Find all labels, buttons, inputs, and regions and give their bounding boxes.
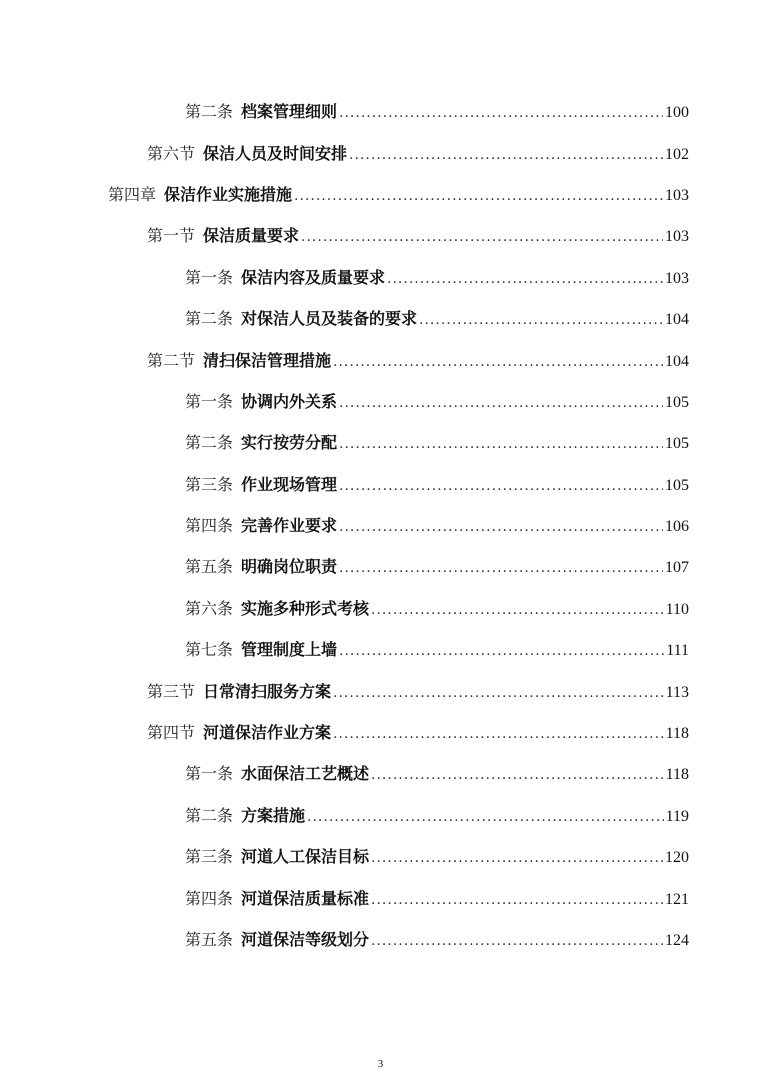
toc-entry-title: 河道保洁质量标准 [241, 888, 370, 908]
toc-entry-line [147, 223, 689, 246]
toc-dot-leader [294, 188, 663, 204]
toc-dot-leader [333, 685, 664, 701]
table-of-contents [0, 90, 761, 959]
toc-entry[interactable] [0, 297, 761, 338]
toc-entry-number: 第六节 [147, 143, 196, 163]
toc-entry[interactable] [0, 214, 761, 255]
toc-entry-line [185, 265, 689, 288]
toc-entry[interactable] [0, 752, 761, 793]
toc-entry-page: 105 [665, 393, 689, 411]
toc-entry-number: 第五条 [185, 930, 234, 949]
toc-entry[interactable] [0, 131, 761, 172]
toc-entry-title: 管理制度上墙 [241, 640, 338, 660]
toc-entry-title: 实行按劳分配 [241, 433, 338, 453]
toc-entry-line [185, 844, 689, 867]
toc-entry[interactable] [0, 504, 761, 545]
toc-dot-leader [333, 354, 663, 370]
toc-entry-number: 第三条 [185, 474, 234, 494]
toc-dot-leader [339, 519, 663, 535]
toc-entry-line [147, 348, 689, 371]
toc-dot-leader [371, 933, 663, 949]
toc-entry-line [185, 886, 689, 909]
toc-dot-leader [371, 767, 664, 783]
toc-entry-page: 111 [666, 642, 689, 660]
toc-entry-line [185, 761, 689, 784]
toc-entry[interactable] [0, 587, 761, 628]
toc-entry-page: 118 [665, 766, 689, 784]
toc-entry-page: 124 [665, 932, 689, 949]
toc-entry-line [185, 927, 689, 950]
toc-entry-title: 实施多种形式考核 [241, 598, 370, 618]
toc-entry-number: 第四章 [108, 184, 157, 204]
toc-entry-title: 保洁内容及质量要求 [241, 267, 386, 287]
toc-entry-line [185, 554, 689, 577]
toc-entry-number: 第一条 [185, 267, 234, 287]
toc-entry-number: 第二节 [147, 350, 196, 370]
toc-dot-leader [387, 271, 663, 287]
toc-dot-leader [339, 478, 663, 494]
toc-entry-title: 河道保洁作业方案 [203, 723, 332, 743]
toc-dot-leader [349, 147, 663, 163]
toc-entry-line [185, 803, 689, 826]
toc-entry-title: 清扫保洁管理措施 [203, 350, 332, 370]
toc-entry-line [147, 679, 689, 702]
toc-dot-leader [301, 229, 663, 245]
toc-entry-number: 第五条 [185, 557, 234, 577]
toc-entry-title: 水面保洁工艺概述 [241, 764, 370, 784]
toc-entry-page: 120 [665, 849, 689, 867]
toc-entry-title: 协调内外关系 [241, 391, 338, 411]
toc-entry[interactable] [0, 918, 761, 959]
toc-entry-page: 106 [665, 518, 689, 536]
toc-entry-title: 日常清扫服务方案 [203, 681, 332, 701]
toc-dot-leader [307, 809, 664, 825]
toc-entry-number: 第六条 [185, 598, 234, 618]
toc-entry-page: 103 [665, 228, 689, 246]
toc-dot-leader [339, 105, 663, 121]
toc-entry-number: 第四节 [147, 723, 196, 743]
toc-entry-number: 第二条 [185, 805, 234, 825]
toc-entry-line [185, 389, 689, 412]
toc-entry-page: 110 [665, 600, 689, 618]
toc-dot-leader [339, 643, 664, 659]
toc-entry[interactable] [0, 876, 761, 917]
toc-dot-leader [339, 560, 663, 576]
toc-entry-title: 档案管理细则 [241, 102, 338, 122]
toc-entry-line [185, 513, 689, 536]
toc-entry[interactable] [0, 256, 761, 297]
toc-entry[interactable] [0, 794, 761, 835]
toc-entry[interactable] [0, 628, 761, 669]
toc-dot-leader [339, 395, 663, 411]
toc-entry-number: 第一条 [185, 764, 234, 784]
toc-entry-number: 第四条 [185, 888, 234, 908]
toc-entry[interactable] [0, 421, 761, 462]
toc-dot-leader [333, 726, 664, 742]
toc-entry-page: 103 [665, 186, 689, 204]
toc-entry[interactable] [0, 338, 761, 379]
toc-entry-line [147, 141, 689, 164]
toc-entry-page: 118 [665, 725, 689, 743]
toc-entry[interactable] [0, 463, 761, 504]
toc-entry-page: 113 [665, 683, 689, 701]
toc-entry-line [185, 472, 689, 495]
toc-entry-page: 104 [665, 352, 689, 370]
toc-dot-leader [371, 892, 663, 908]
toc-dot-leader [371, 850, 663, 866]
toc-entry[interactable] [0, 90, 761, 131]
toc-entry-title: 保洁人员及时间安排 [203, 143, 348, 163]
toc-dot-leader [371, 602, 664, 618]
toc-entry-number: 第一节 [147, 226, 196, 246]
toc-entry-page: 105 [665, 476, 689, 494]
toc-entry-page: 100 [665, 104, 689, 122]
toc-entry-number: 第二条 [185, 102, 234, 122]
toc-entry-title: 河道保洁等级划分 [241, 930, 370, 949]
toc-entry-page: 105 [665, 435, 689, 453]
toc-entry-title: 保洁质量要求 [203, 226, 300, 246]
toc-entry-page: 119 [665, 807, 689, 825]
toc-entry-line [108, 182, 689, 205]
toc-entry-number: 第三条 [185, 847, 234, 867]
footer-page-number: 3 [377, 1058, 384, 1070]
toc-entry-title: 作业现场管理 [241, 474, 338, 494]
toc-entry[interactable] [0, 835, 761, 876]
toc-entry-page: 103 [665, 269, 689, 287]
toc-entry-title: 方案措施 [241, 805, 306, 825]
toc-entry-number: 第一条 [185, 391, 234, 411]
toc-dot-leader [419, 312, 663, 328]
toc-entry-number: 第七条 [185, 640, 234, 660]
toc-entry[interactable] [0, 711, 761, 752]
toc-entry-page: 121 [665, 890, 689, 908]
toc-entry-line [185, 99, 689, 122]
toc-entry-title: 明确岗位职责 [241, 557, 338, 577]
toc-entry[interactable] [0, 380, 761, 421]
toc-entry[interactable] [0, 173, 761, 214]
toc-entry-line [147, 720, 689, 743]
toc-entry-page: 102 [665, 145, 689, 163]
toc-entry-page: 104 [665, 311, 689, 329]
toc-entry-line [185, 306, 689, 329]
toc-entry-line [185, 430, 689, 453]
toc-entry-title: 对保洁人员及装备的要求 [241, 309, 418, 329]
toc-dot-leader [339, 436, 663, 452]
toc-entry-title: 河道人工保洁目标 [241, 847, 370, 867]
toc-entry[interactable] [0, 669, 761, 710]
toc-entry-number: 第三节 [147, 681, 196, 701]
toc-entry-number: 第四条 [185, 516, 234, 536]
toc-entry-line [185, 596, 689, 619]
toc-entry-number: 第二条 [185, 309, 234, 329]
toc-entry-title: 完善作业要求 [241, 516, 338, 536]
toc-entry-number: 第二条 [185, 433, 234, 453]
toc-entry-title: 保洁作业实施措施 [164, 184, 293, 204]
toc-entry-line [185, 637, 689, 660]
toc-entry[interactable] [0, 545, 761, 586]
toc-entry-page: 107 [665, 559, 689, 577]
